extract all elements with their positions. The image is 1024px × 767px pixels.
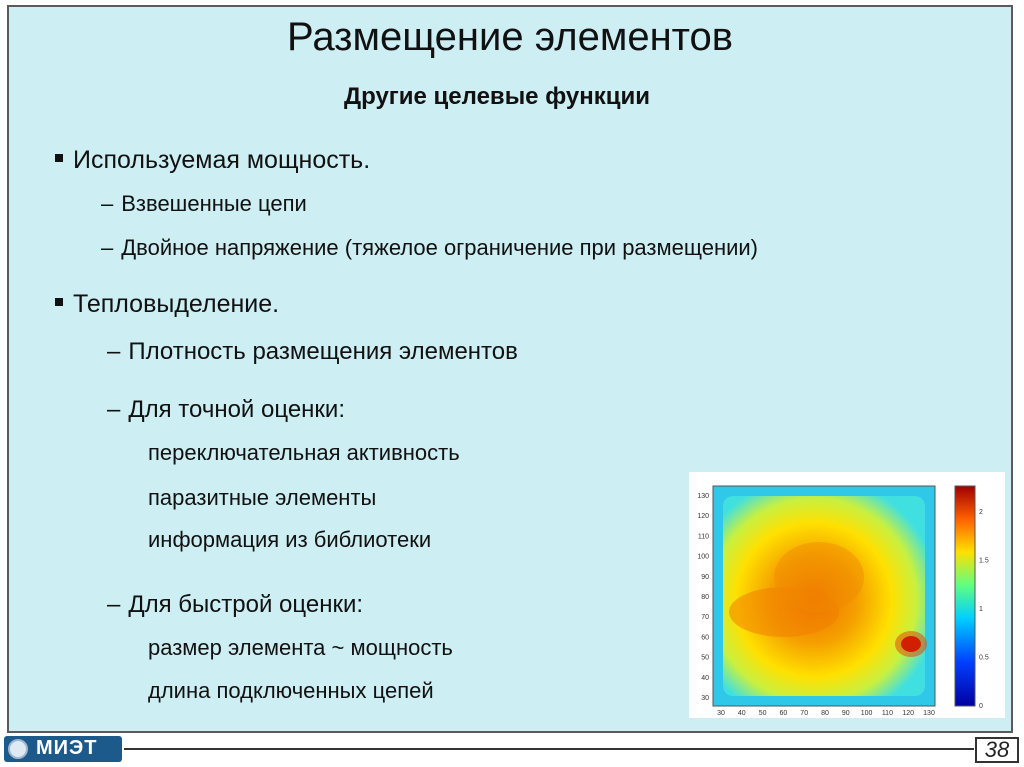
y-tick-label: 70 (701, 614, 709, 622)
page-number: 38 (975, 737, 1019, 763)
sub-item-density (107, 338, 518, 366)
x-tick-label: 100 (860, 710, 873, 717)
dash-icon: – (101, 191, 114, 216)
detail-switching: переключательная активность (148, 440, 460, 465)
y-tick-label: 100 (697, 553, 709, 561)
dash-icon: – (107, 591, 121, 618)
y-tick-label: 30 (701, 695, 709, 702)
detail-size-power: размер элемента ~ мощность (148, 635, 453, 660)
dash-icon: – (107, 338, 121, 365)
bullet-heat (55, 290, 279, 319)
miet-logo (4, 736, 122, 762)
y-tick-label: 80 (701, 594, 709, 601)
logo-text: МИЭТ (36, 737, 98, 759)
x-tick-label: 110 (881, 710, 893, 717)
colorbar-tick-label: 1 (979, 606, 983, 613)
slide-title: Размещение элементов (286, 15, 734, 59)
detail-library: информация из библиотеки (148, 527, 432, 552)
dash-icon: – (101, 235, 114, 260)
slide-subtitle: Другие целевые функции (344, 83, 650, 110)
detail-net-length: длина подключенных цепей (148, 678, 434, 703)
footer-divider (124, 748, 974, 750)
y-tick-label: 120 (697, 513, 709, 521)
bullet-square-icon (55, 298, 63, 306)
x-tick-label: 120 (902, 710, 915, 717)
sub-item-text: Плотность размещения элементов (128, 338, 518, 365)
y-tick-label: 40 (701, 674, 709, 682)
sub-item-text: Для точной оценки: (128, 396, 346, 423)
x-tick-label: 90 (841, 710, 850, 717)
bullet-power (55, 146, 370, 175)
x-tick-label: 60 (779, 710, 788, 717)
sub-item-accurate (107, 396, 345, 424)
colorbar-tick-label: 1.5 (979, 557, 989, 565)
bullet-square-icon (55, 154, 63, 162)
y-tick-label: 60 (701, 634, 709, 642)
y-tick-label: 50 (701, 654, 709, 662)
colorbar-tick-label: 0.5 (979, 654, 989, 662)
colorbar-tick-label: 0 (979, 703, 983, 710)
bullet-heat-text: Тепловыделение. (73, 290, 280, 318)
detail-parasitics: паразитные элементы (148, 485, 377, 510)
y-tick-label: 130 (697, 493, 709, 500)
y-tick-label: 90 (701, 573, 709, 581)
sub-item-fast (107, 591, 363, 619)
sub-item-weighted-nets (101, 191, 307, 217)
x-tick-label: 70 (800, 710, 809, 717)
y-tick-label: 110 (697, 533, 709, 541)
x-tick-label: 50 (758, 710, 767, 717)
colorbar (955, 486, 975, 706)
sub-item-text: Для быстрой оценки: (128, 591, 364, 618)
x-tick-label: 130 (923, 710, 935, 717)
sub-item-dual-voltage (101, 235, 758, 261)
logo-emblem-icon (8, 739, 28, 759)
sub-item-text: Двойное напряжение (тяжелое ограничение при размещении) (121, 235, 759, 260)
colorbar-tick-label: 2 (979, 509, 983, 516)
x-tick-label: 80 (821, 710, 829, 717)
sub-item-text: Взвешенные цепи (121, 191, 307, 216)
x-tick-label: 30 (717, 710, 725, 717)
bullet-power-text: Используемая мощность. (73, 146, 371, 174)
dash-icon: – (107, 396, 121, 423)
x-tick-label: 40 (737, 710, 746, 717)
thermal-map-figure (689, 472, 1005, 718)
thermal-map-svg (689, 472, 1005, 718)
